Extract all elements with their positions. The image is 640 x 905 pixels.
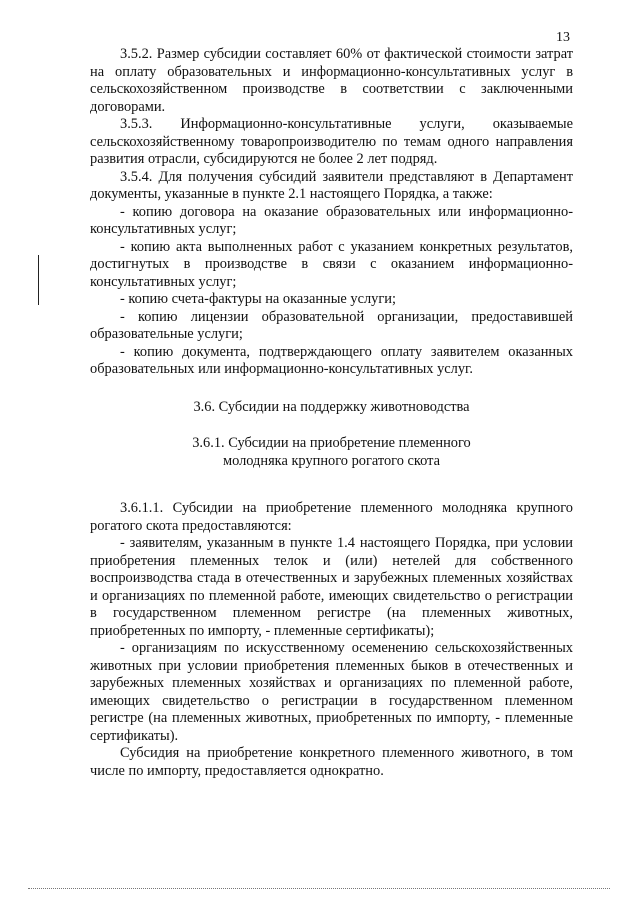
section-heading-3-6-1-line1: 3.6.1. Субсидии на приобретение племенного bbox=[192, 435, 471, 451]
margin-mark bbox=[38, 255, 39, 305]
page-number: 13 bbox=[556, 30, 570, 45]
list-item-act-copy: - копию акта выполненных работ с указанием конкретных результатов, достигнутых в производстве в связи с оказанием информационно-консультативных услуг; bbox=[90, 238, 573, 290]
paragraph-3-5-4: 3.5.4. Для получения субсидий заявители представляют в Департамент документы, указанные в пункте 2.1 настоящего Порядка, а также: bbox=[90, 168, 573, 202]
section-heading-3-6: 3.6. Субсидии на поддержку животноводства bbox=[193, 398, 470, 415]
section-heading-3-6-1 bbox=[90, 435, 573, 470]
paragraph-3-5-3: 3.5.3. Информационно-консультативные услуги, оказываемые сельскохозяйственному товаропроизводителю по темам одного направления развития отрасли, субсидируются не более 2 лет подряд. bbox=[90, 116, 573, 167]
list-item-insemination-organizations: - организациям по искусственному осеменению сельскохозяйственных животных при условии приобретения племенных быков в отечественных и зарубежных племенных хозяйствах и организациях по племенной работе, имеющих свидетельство о регистрации в государственном племенном регистре (на племенных животных, приобретенных по импорту, - племенные сертификаты). bbox=[90, 640, 573, 744]
bottom-scan-line bbox=[28, 888, 610, 889]
list-item-contract-copy: - копию договора на оказание образовательных или информационно-консультативных услуг; bbox=[90, 203, 573, 237]
paragraph-3-5-2: 3.5.2. Размер субсидии составляет 60% от фактической стоимости затрат на оплату образовательных и информационно-консультативных услуг в сельскохозяйственном производстве в соответствии с заключенными договорами. bbox=[90, 46, 573, 115]
document-body bbox=[90, 46, 573, 780]
list-item-license-copy: - копию лицензии образовательной организации, предоставившей образовательные услуги; bbox=[90, 308, 573, 342]
paragraph-3-6-1-1: 3.6.1.1. Субсидии на приобретение племенного молодняка крупного рогатого скота предоставляются: bbox=[90, 500, 573, 534]
list-item-invoice-copy: - копию счета-фактуры на оказанные услуги; bbox=[120, 291, 396, 307]
paragraph-one-time-subsidy: Субсидия на приобретение конкретного племенного животного, в том числе по импорту, предоставляется однократно. bbox=[90, 745, 573, 779]
list-item-payment-copy: - копию документа, подтверждающего оплату заявителем оказанных образовательных или информационно-консультативных услуг. bbox=[90, 343, 573, 377]
section-heading-3-6-1-line2: молодняка крупного рогатого скота bbox=[222, 452, 441, 469]
list-item-applicants: - заявителям, указанным в пункте 1.4 настоящего Порядка, при условии приобретения племенных телок и (или) нетелей для собственного воспроизводства стада в отечественных и зарубежных племенных хозяйствах и организациях по племенной работе, имеющих свидетельство о регистрации в государственном племенном регистре (на племенных животных, приобретенных по импорту, - племенные сертификаты); bbox=[90, 535, 573, 639]
